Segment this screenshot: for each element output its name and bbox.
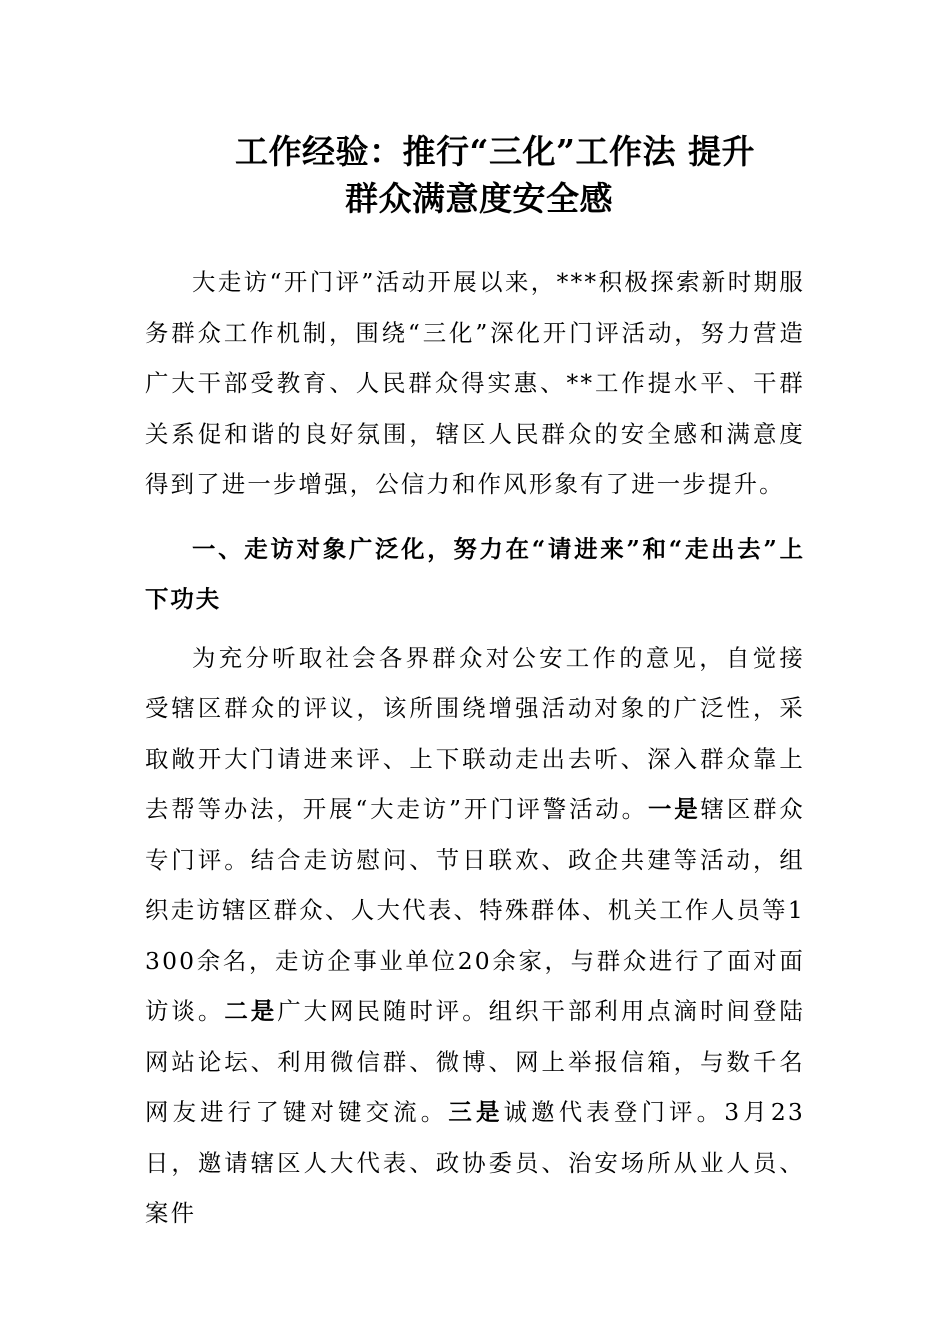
list-marker-second: 二是 xyxy=(224,997,278,1025)
paragraph-text: 辖区群众专门评。结合走访慰问、节日联欢、政企共建等活动，组织走访辖区群众、人大代表、特殊群体、机关工作人员等1300余名，走访企事业单位20余家，与群众进行了面对面访谈。 xyxy=(145,795,805,1025)
list-marker-third: 三是 xyxy=(448,1098,504,1126)
section-heading-1: 一、走访对象广泛化，努力在“请进来”和“走出去”上下功夫 xyxy=(145,534,805,613)
title-line-1: 工作经验：推行“三化”工作法 提升 xyxy=(235,132,755,171)
document-page xyxy=(145,128,805,1239)
document-title xyxy=(145,128,805,222)
paragraph-text: 为充分听取社会各界群众对公安工作的意见，自觉接受辖区群众的评议，该所围绕增强活动对象的广泛性，采取敞开大门请进来评、上下联动走出去听、深入群众靠上去帮等办法，开展“大走访”开门评警活动。 xyxy=(145,643,805,823)
list-marker-first: 一是 xyxy=(647,795,701,823)
section-1-paragraph xyxy=(145,633,805,1239)
title-line-2: 群众满意度安全感 xyxy=(345,179,613,218)
paragraph-text: 诚邀代表登门评。3月23日，邀请辖区人大代表、政协委员、治安场所从业人员、案件 xyxy=(145,1098,806,1227)
intro-paragraph: 大走访“开门评”活动开展以来，***积极探索新时期服务群众工作机制，围绕“三化”深化开门评活动，努力营造广大干部受教育、人民群众得实惠、**工作提水平、干群关系促和谐的良好氛围，辖区人民群众的安全感和满意度得到了进一步增强，公信力和作风形象有了进一步提升。 xyxy=(145,268,805,498)
paragraph-text: 广大网民随时评。组织干部利用点滴时间登陆网站论坛、利用微信群、微博、网上举报信箱，与数千名网友进行了键对键交流。 xyxy=(145,997,806,1126)
